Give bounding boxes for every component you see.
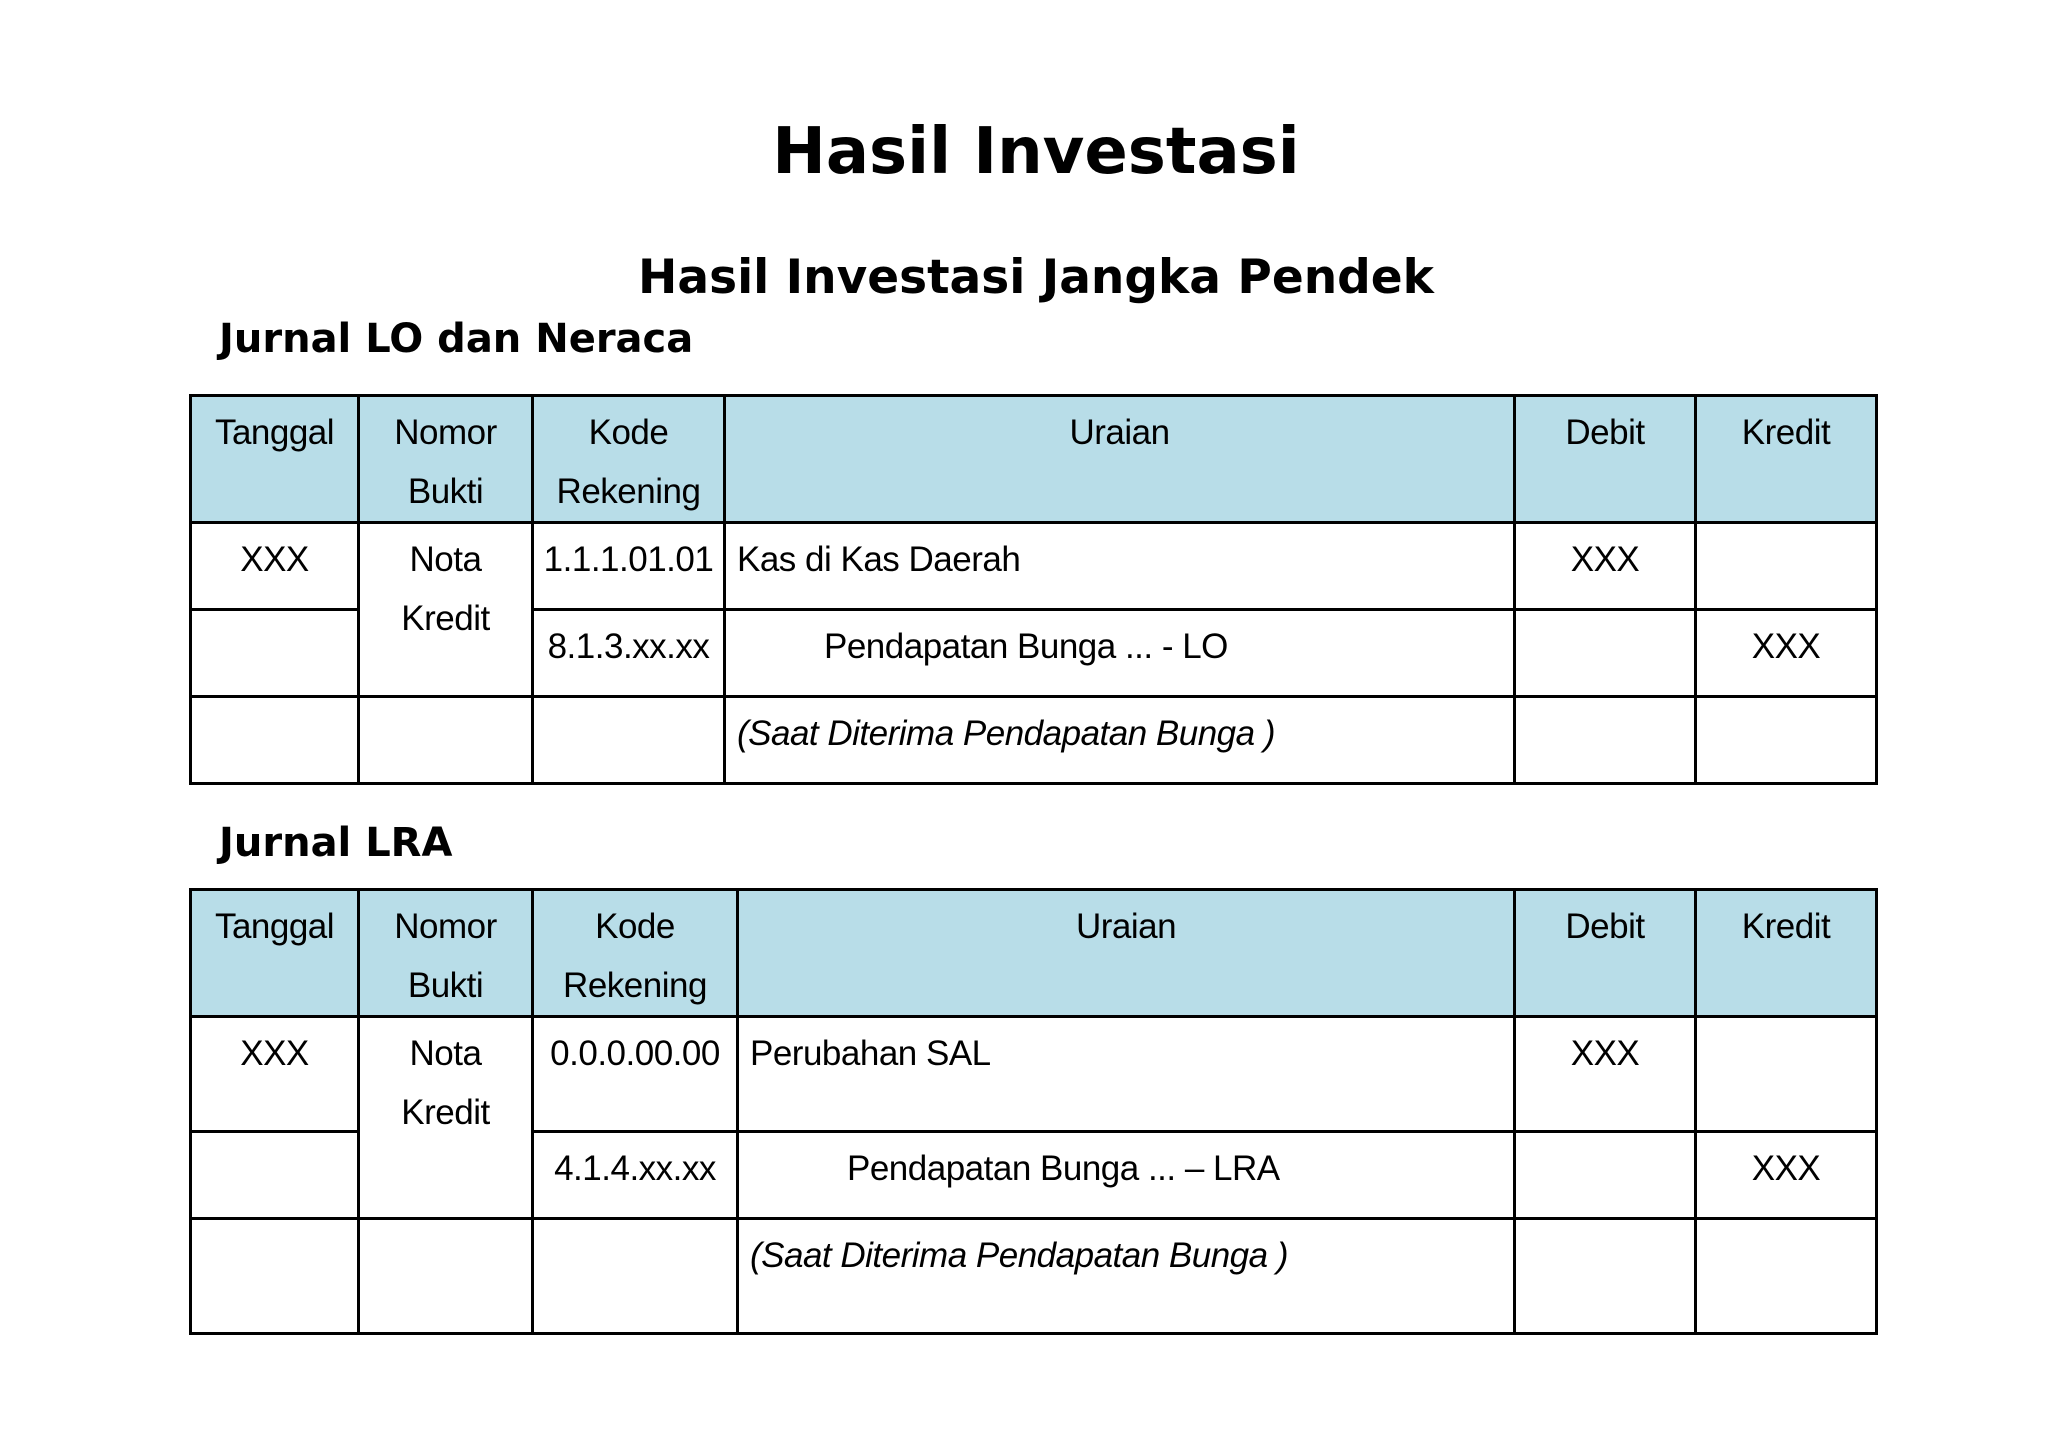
- tanggal-cell: [191, 697, 359, 784]
- kredit-cell: [1696, 1219, 1877, 1334]
- header-tanggal: Tanggal: [191, 890, 359, 1017]
- kredit-cell: [1696, 523, 1877, 610]
- kredit-cell: [1696, 1017, 1877, 1132]
- debit-cell: XXX: [1515, 523, 1696, 610]
- jurnal-lra-table: [189, 888, 1878, 1335]
- kredit-cell: [1696, 697, 1877, 784]
- debit-cell: [1515, 697, 1696, 784]
- uraian-cell: Pendapatan Bunga ... – LRA: [738, 1132, 1515, 1219]
- header-kode-rekening: Kode Rekening: [533, 890, 738, 1017]
- table-row: [191, 523, 1877, 610]
- header-nomor-bukti: Nomor Bukti: [359, 890, 533, 1017]
- debit-cell: XXX: [1515, 1017, 1696, 1132]
- uraian-cell: Kas di Kas Daerah: [725, 523, 1515, 610]
- debit-cell: [1515, 610, 1696, 697]
- kode-rekening-cell: 0.0.0.00.00: [533, 1017, 738, 1132]
- note-cell: (Saat Diterima Pendapatan Bunga ): [738, 1219, 1515, 1334]
- table-row: [191, 1219, 1877, 1334]
- page-title: Hasil Investasi: [772, 115, 1300, 189]
- header-debit: Debit: [1515, 396, 1696, 523]
- kredit-cell: XXX: [1696, 610, 1877, 697]
- header-uraian: Uraian: [738, 890, 1515, 1017]
- table-header-row: [191, 396, 1877, 523]
- tanggal-cell: XXX: [191, 523, 359, 610]
- tanggal-cell: [191, 610, 359, 697]
- tanggal-cell: XXX: [191, 1017, 359, 1132]
- section-title-jurnal-lra: Jurnal LRA: [219, 820, 453, 866]
- kode-rekening-cell: 4.1.4.xx.xx: [533, 1132, 738, 1219]
- tanggal-cell: [191, 1132, 359, 1219]
- tanggal-cell: [191, 1219, 359, 1334]
- debit-cell: [1515, 1132, 1696, 1219]
- kode-rekening-cell: 1.1.1.01.01: [533, 523, 725, 610]
- section-title-jurnal-lo: Jurnal LO dan Neraca: [219, 316, 694, 362]
- header-uraian: Uraian: [725, 396, 1515, 523]
- uraian-cell: Pendapatan Bunga ... - LO: [725, 610, 1515, 697]
- header-nomor-bukti: Nomor Bukti: [359, 396, 533, 523]
- header-kredit: Kredit: [1696, 396, 1877, 523]
- debit-cell: [1515, 1219, 1696, 1334]
- table-row: [191, 1017, 1877, 1132]
- kode-rekening-cell: 8.1.3.xx.xx: [533, 610, 725, 697]
- nomor-bukti-cell: Nota Kredit: [359, 523, 533, 697]
- table-header-row: [191, 890, 1877, 1017]
- header-tanggal: Tanggal: [191, 396, 359, 523]
- kredit-cell: XXX: [1696, 1132, 1877, 1219]
- kode-rekening-cell: [533, 1219, 738, 1334]
- nomor-bukti-cell: Nota Kredit: [359, 1017, 533, 1219]
- table-row: [191, 697, 1877, 784]
- nomor-bukti-cell: [359, 1219, 533, 1334]
- kode-rekening-cell: [533, 697, 725, 784]
- header-kode-rekening: Kode Rekening: [533, 396, 725, 523]
- note-cell: (Saat Diterima Pendapatan Bunga ): [725, 697, 1515, 784]
- header-kredit: Kredit: [1696, 890, 1877, 1017]
- nomor-bukti-cell: [359, 697, 533, 784]
- uraian-cell: Perubahan SAL: [738, 1017, 1515, 1132]
- jurnal-lo-table: [189, 394, 1878, 785]
- header-debit: Debit: [1515, 890, 1696, 1017]
- page-subtitle: Hasil Investasi Jangka Pendek: [638, 250, 1434, 305]
